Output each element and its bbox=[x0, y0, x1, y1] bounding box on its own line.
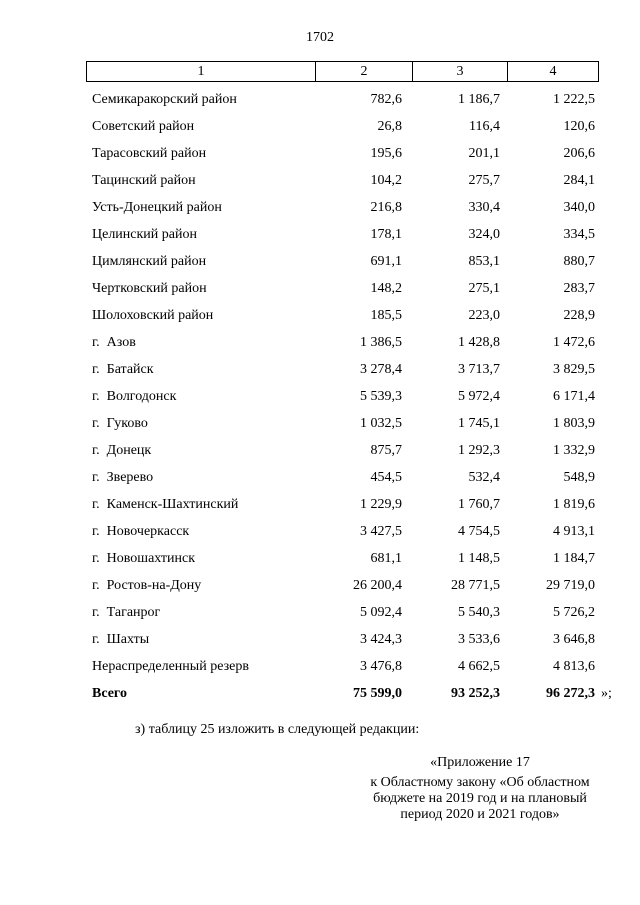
row-value-2020: 853,1 bbox=[468, 254, 500, 269]
page-number: 1702 bbox=[306, 30, 334, 45]
row-value-2020: 4 754,5 bbox=[458, 524, 500, 539]
row-name: Тацинский район bbox=[92, 173, 196, 188]
row-value-2019: 3 476,8 bbox=[360, 659, 402, 674]
total-value-2020: 93 252,3 bbox=[451, 686, 500, 701]
row-name: Чертковский район bbox=[92, 281, 207, 296]
row-value-2020: 324,0 bbox=[468, 227, 500, 242]
row-value-2021: 334,5 bbox=[563, 227, 595, 242]
appendix-line-1: «Приложение 17 bbox=[430, 755, 530, 770]
row-value-2020: 3 713,7 bbox=[458, 362, 500, 377]
table-row bbox=[0, 653, 640, 680]
row-value-2019: 216,8 bbox=[370, 200, 402, 215]
header-col-2: 2 bbox=[315, 62, 412, 81]
row-value-2019: 782,6 bbox=[370, 92, 402, 107]
row-value-2019: 26 200,4 bbox=[353, 578, 402, 593]
row-name: Шолоховский район bbox=[92, 308, 214, 323]
row-value-2021: 1 184,7 bbox=[553, 551, 595, 566]
row-name: Семикаракорский район bbox=[92, 92, 237, 107]
row-name: г. Волгодонск bbox=[92, 389, 177, 404]
row-value-2020: 5 540,3 bbox=[458, 605, 500, 620]
row-value-2020: 5 972,4 bbox=[458, 389, 500, 404]
total-value-2019: 75 599,0 bbox=[353, 686, 402, 701]
row-name: Цимлянский район bbox=[92, 254, 207, 269]
row-value-2021: 880,7 bbox=[563, 254, 595, 269]
row-name: г. Новошахтинск bbox=[92, 551, 196, 566]
row-value-2019: 185,5 bbox=[370, 308, 402, 323]
row-value-2019: 1 032,5 bbox=[360, 416, 402, 431]
table-header bbox=[86, 61, 599, 82]
row-name: г. Ростов-на-Дону bbox=[92, 578, 202, 593]
row-value-2020: 275,7 bbox=[468, 173, 500, 188]
table-row bbox=[0, 113, 640, 140]
header-col-1: 1 bbox=[197, 64, 205, 79]
table-row bbox=[0, 599, 640, 626]
row-value-2020: 1 745,1 bbox=[458, 416, 500, 431]
appendix-line-3: бюджете на 2019 год и на плановый bbox=[373, 791, 587, 806]
row-value-2021: 6 171,4 bbox=[553, 389, 595, 404]
total-label: Всего bbox=[92, 686, 127, 701]
row-value-2019: 691,1 bbox=[370, 254, 402, 269]
row-value-2019: 148,2 bbox=[370, 281, 402, 296]
table-row bbox=[0, 356, 640, 383]
table-row bbox=[0, 302, 640, 329]
row-value-2021: 4 913,1 bbox=[553, 524, 595, 539]
table-row bbox=[0, 383, 640, 410]
row-name: Советский район bbox=[92, 119, 195, 134]
total-row bbox=[0, 680, 640, 707]
row-value-2021: 3 829,5 bbox=[553, 362, 595, 377]
row-value-2021: 4 813,6 bbox=[553, 659, 595, 674]
table-row bbox=[0, 140, 640, 167]
row-value-2021: 3 646,8 bbox=[553, 632, 595, 647]
row-value-2021: 29 719,0 bbox=[546, 578, 595, 593]
header-col-3: 3 bbox=[412, 62, 507, 81]
row-value-2021: 228,9 bbox=[563, 308, 595, 323]
row-value-2019: 3 427,5 bbox=[360, 524, 402, 539]
table-body bbox=[0, 86, 640, 707]
table-row bbox=[0, 86, 640, 113]
row-value-2020: 275,1 bbox=[468, 281, 500, 296]
row-value-2020: 1 292,3 bbox=[458, 443, 500, 458]
row-value-2020: 28 771,5 bbox=[451, 578, 500, 593]
row-value-2019: 178,1 bbox=[370, 227, 402, 242]
row-value-2020: 201,1 bbox=[468, 146, 500, 161]
row-value-2020: 1 186,7 bbox=[458, 92, 500, 107]
table-row bbox=[0, 275, 640, 302]
table-row bbox=[0, 491, 640, 518]
header-col-4: 4 bbox=[507, 62, 598, 81]
row-value-2020: 116,4 bbox=[469, 119, 500, 134]
row-value-2020: 4 662,5 bbox=[458, 659, 500, 674]
row-value-2021: 1 803,9 bbox=[553, 416, 595, 431]
row-value-2019: 3 424,3 bbox=[360, 632, 402, 647]
row-name: г. Батайск bbox=[92, 362, 154, 377]
row-value-2020: 1 760,7 bbox=[458, 497, 500, 512]
table-row bbox=[0, 410, 640, 437]
row-name: Целинский район bbox=[92, 227, 197, 242]
row-value-2019: 681,1 bbox=[370, 551, 402, 566]
table-row bbox=[0, 437, 640, 464]
row-name: г. Каменск-Шахтинский bbox=[92, 497, 239, 512]
row-name: г. Зверево bbox=[92, 470, 154, 485]
row-value-2020: 1 428,8 bbox=[458, 335, 500, 350]
row-value-2019: 3 278,4 bbox=[360, 362, 402, 377]
row-value-2020: 1 148,5 bbox=[458, 551, 500, 566]
table-row bbox=[0, 518, 640, 545]
row-value-2021: 283,7 bbox=[563, 281, 595, 296]
row-value-2021: 548,9 bbox=[563, 470, 595, 485]
closing-quote: »; bbox=[601, 686, 612, 701]
amendment-paragraph: з) таблицу 25 изложить в следующей редакции: bbox=[135, 722, 420, 737]
row-value-2019: 1 386,5 bbox=[360, 335, 402, 350]
row-value-2019: 454,5 bbox=[370, 470, 402, 485]
table-row bbox=[0, 545, 640, 572]
table-row bbox=[0, 329, 640, 356]
row-name: г. Азов bbox=[92, 335, 136, 350]
row-name: Тарасовский район bbox=[92, 146, 207, 161]
row-value-2021: 1 222,5 bbox=[553, 92, 595, 107]
row-value-2021: 206,6 bbox=[563, 146, 595, 161]
row-value-2021: 284,1 bbox=[563, 173, 595, 188]
row-value-2019: 5 539,3 bbox=[360, 389, 402, 404]
appendix-line-2: к Областному закону «Об областном bbox=[370, 775, 590, 790]
row-value-2020: 3 533,6 bbox=[458, 632, 500, 647]
row-name: г. Шахты bbox=[92, 632, 150, 647]
row-name: г. Таганрог bbox=[92, 605, 161, 620]
table-row bbox=[0, 248, 640, 275]
row-value-2021: 1 819,6 bbox=[553, 497, 595, 512]
row-value-2021: 5 726,2 bbox=[553, 605, 595, 620]
row-value-2019: 104,2 bbox=[370, 173, 402, 188]
row-name: г. Новочеркасск bbox=[92, 524, 190, 539]
row-value-2021: 1 472,6 bbox=[553, 335, 595, 350]
row-value-2019: 5 092,4 bbox=[360, 605, 402, 620]
row-value-2021: 120,6 bbox=[563, 119, 595, 134]
table-row bbox=[0, 221, 640, 248]
row-value-2019: 195,6 bbox=[370, 146, 402, 161]
total-value-2021: 96 272,3 bbox=[546, 686, 595, 701]
table-row bbox=[0, 167, 640, 194]
row-value-2020: 330,4 bbox=[468, 200, 500, 215]
table-row bbox=[0, 464, 640, 491]
row-value-2021: 340,0 bbox=[563, 200, 595, 215]
row-value-2021: 1 332,9 bbox=[553, 443, 595, 458]
table-row bbox=[0, 572, 640, 599]
row-name: г. Гуково bbox=[92, 416, 148, 431]
row-name: г. Донецк bbox=[92, 443, 152, 458]
row-value-2019: 1 229,9 bbox=[360, 497, 402, 512]
table-row bbox=[0, 194, 640, 221]
row-name: Нераспределенный резерв bbox=[92, 659, 249, 674]
appendix-line-4: период 2020 и 2021 годов» bbox=[400, 807, 560, 822]
row-value-2020: 532,4 bbox=[468, 470, 500, 485]
row-name: Усть-Донецкий район bbox=[92, 200, 222, 215]
table-row bbox=[0, 626, 640, 653]
row-value-2019: 26,8 bbox=[377, 119, 402, 134]
row-value-2019: 875,7 bbox=[370, 443, 402, 458]
row-value-2020: 223,0 bbox=[468, 308, 500, 323]
